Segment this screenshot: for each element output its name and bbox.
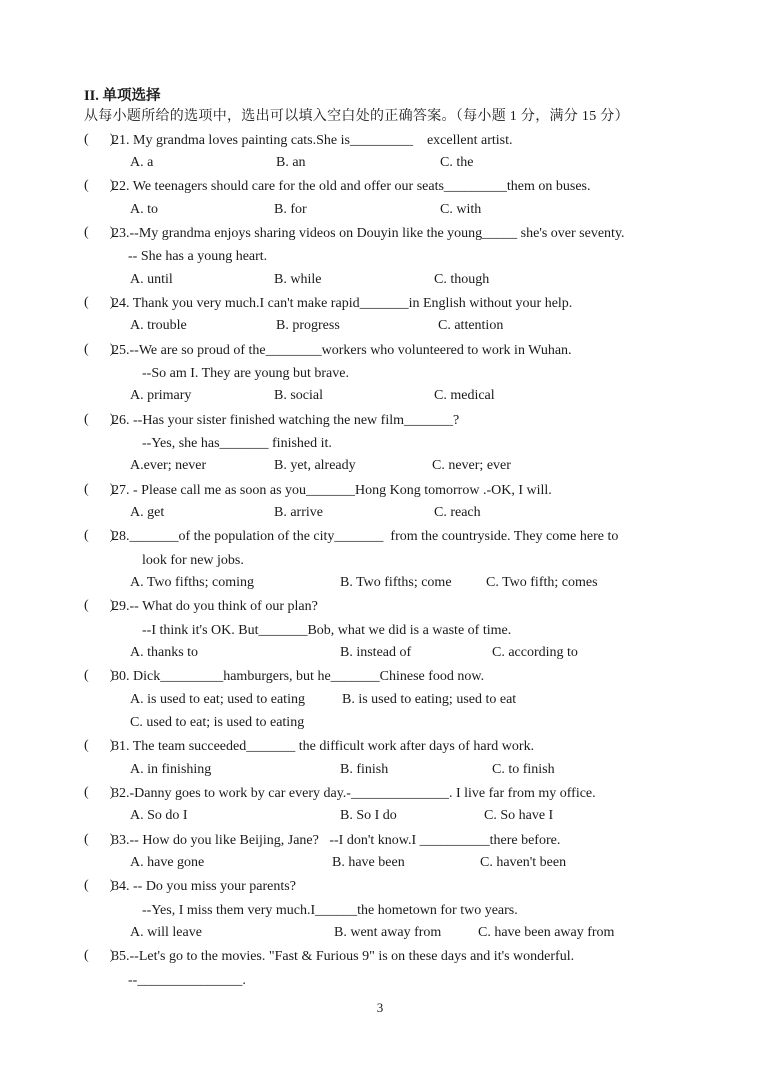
question-23: 23.--My grandma enjoys sharing videos on Douyin like the young_____ she's over seventy. [112,226,625,241]
option-a: A. will leave [130,925,202,940]
option-b: B. So I do [340,808,397,823]
question-26-reply: --Yes, she has_______ finished it. [142,436,332,451]
option-b: B. while [274,272,322,287]
answer-blank[interactable]: ( ) [84,412,115,427]
option-a: A. primary [130,388,192,403]
option-b: B. is used to eating; used to eat [342,692,517,707]
question-33: 33.-- How do you like Beijing, Jane? --I don't know.I __________there before. [112,833,561,848]
answer-blank[interactable]: ( ) [84,668,115,683]
question-35-reply: --_______________. [128,973,246,988]
option-c: C. with [440,202,482,217]
option-c: C. according to [492,645,578,660]
answer-blank[interactable]: ( ) [84,482,115,497]
option-c: C. attention [438,318,504,333]
option-c: C. used to eat; is used to eating [130,715,305,730]
option-a: A. until [130,272,173,287]
question-24: 24. Thank you very much.I can't make rapid_______in English without your help. [112,296,573,311]
answer-blank[interactable]: ( ) [84,295,115,310]
section-heading: II. 单项选择 [84,88,161,104]
option-c: C. though [434,272,490,287]
question-30: 30. Dick_________hamburgers, but he_______Chinese food now. [112,669,485,684]
question-27: 27. - Please call me as soon as you_______Hong Kong tomorrow .-OK, I will. [112,483,552,498]
option-a: A.ever; never [130,458,207,473]
option-b: B. have been [332,855,405,870]
option-c: C. never; ever [432,458,511,473]
option-a: A. thanks to [130,645,199,660]
answer-blank[interactable]: ( ) [84,832,115,847]
option-b: B. went away from [334,925,442,940]
question-26: 26. --Has your sister finished watching the new film_______? [112,413,460,428]
question-35: 35.--Let's go to the movies. "Fast & Furious 9" is on these days and it's wonderful. [112,949,575,964]
option-c: C. the [440,155,474,170]
option-c: C. to finish [492,762,555,777]
option-c: C. Two fifth; comes [486,575,598,590]
option-b: B. progress [276,318,340,333]
option-b: B. for [274,202,307,217]
option-a: A. a [130,155,154,170]
option-a: A. is used to eat; used to eating [130,692,305,707]
answer-blank[interactable]: ( ) [84,342,115,357]
option-a: A. have gone [130,855,205,870]
question-28: 28._______of the population of the city_______ from the countryside. They come here to [112,529,619,544]
option-b: B. an [276,155,306,170]
answer-blank[interactable]: ( ) [84,178,115,193]
answer-blank[interactable]: ( ) [84,225,115,240]
question-22: 22. We teenagers should care for the old and offer our seats_________them on buses. [112,179,591,194]
option-b: B. Two fifths; come [340,575,452,590]
option-c: C. haven't been [480,855,567,870]
question-34: 34. -- Do you miss your parents? [112,879,296,894]
answer-blank[interactable]: ( ) [84,598,115,613]
answer-blank[interactable]: ( ) [84,528,115,543]
answer-blank[interactable]: ( ) [84,878,115,893]
option-a: A. in finishing [130,762,212,777]
option-b: B. social [274,388,323,403]
option-a: A. trouble [130,318,187,333]
question-23-reply: -- She has a young heart. [128,249,268,264]
question-25: 25.--We are so proud of the________workers who volunteered to work in Wuhan. [112,343,572,358]
question-29-reply: --I think it's OK. But_______Bob, what we did is a waste of time. [142,623,512,638]
option-c: C. reach [434,505,481,520]
question-29: 29.-- What do you think of our plan? [112,599,318,614]
option-c: C. medical [434,388,495,403]
question-21: 21. My grandma loves painting cats.She is_________ excellent artist. [112,133,513,148]
option-a: A. get [130,505,165,520]
answer-blank[interactable]: ( ) [84,738,115,753]
section-instruction: 从每小题所给的选项中，选出可以填入空白处的正确答案。（每小题 1 分，满分 15 分） [84,109,629,124]
option-c: C. So have I [484,808,554,823]
question-25-reply: --So am I. They are young but brave. [142,366,349,381]
page-number: 3 [376,1000,384,1015]
option-a: A. So do I [130,808,188,823]
answer-blank[interactable]: ( ) [84,948,115,963]
answer-blank[interactable]: ( ) [84,132,115,147]
question-31: 31. The team succeeded_______ the difficult work after days of hard work. [112,739,535,754]
option-b: B. yet, already [274,458,356,473]
option-b: B. arrive [274,505,323,520]
option-b: B. finish [340,762,389,777]
question-34-reply: --Yes, I miss them very much.I______the hometown for two years. [142,903,518,918]
question-28-continued: look for new jobs. [142,553,244,568]
option-a: A. Two fifths; coming [130,575,254,590]
question-32: 32.-Danny goes to work by car every day.-______________. I live far from my office. [112,786,596,801]
option-b: B. instead of [340,645,412,660]
option-a: A. to [130,202,158,217]
option-c: C. have been away from [478,925,615,940]
answer-blank[interactable]: ( ) [84,785,115,800]
